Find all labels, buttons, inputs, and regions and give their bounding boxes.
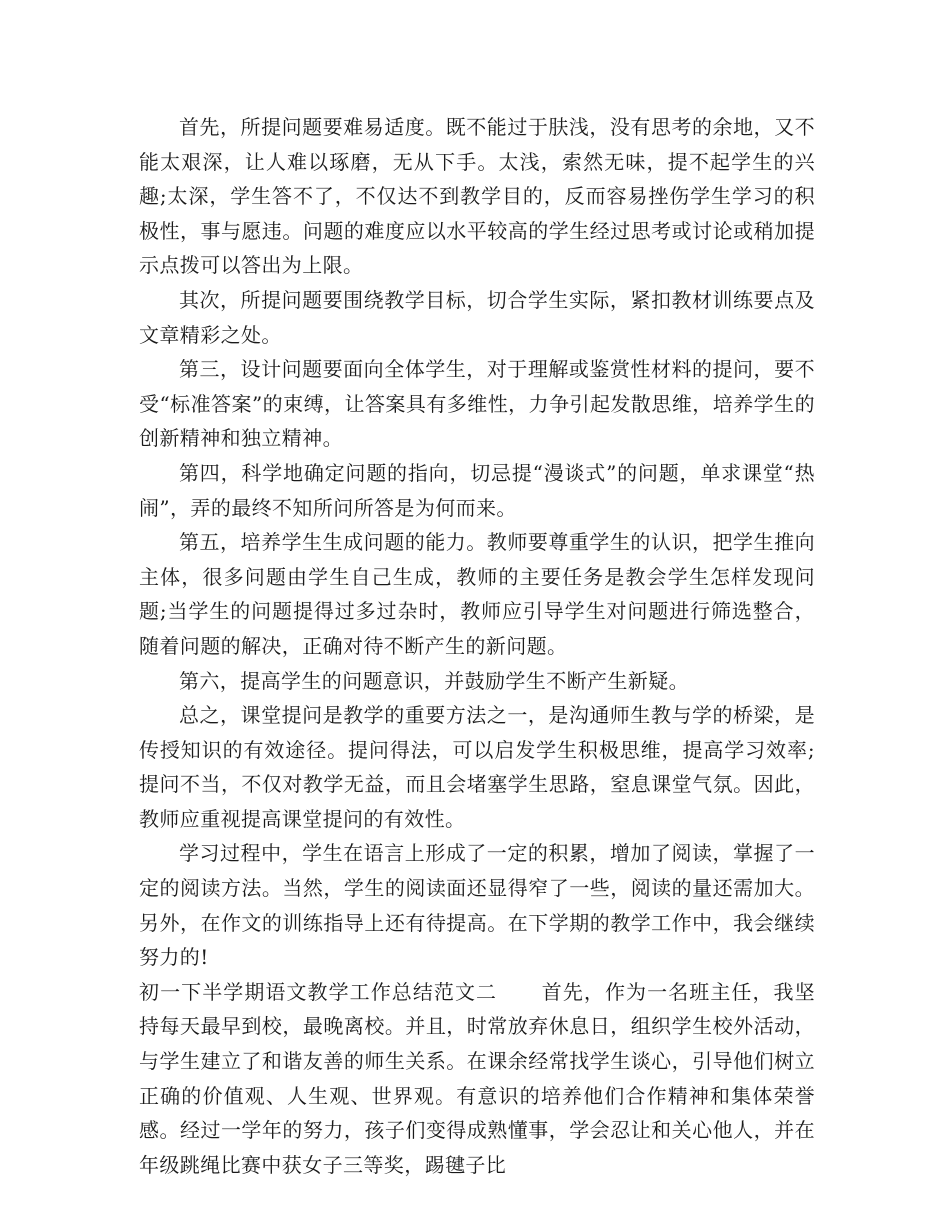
section-paragraph	[139, 975, 815, 1183]
paragraph-1: 首先，所提问题要难易适度。既不能过于肤浅，没有思考的余地，又不能太艰深，让人难以琢磨，无从下手。太浅，索然无味，提不起学生的兴趣;太深，学生答不了，不仅达不到教学目的，反而容易挫伤学生学习的积极性，事与愿违。问题的难度应以水平较高的学生经过思考或讨论或稍加提示点拨可以答出为上限。	[139, 115, 815, 278]
paragraph-5: 第五，培养学生生成问题的能力。教师要尊重学生的认识，把学生推向主体，很多问题由学生自己生成，教师的主要任务是教会学生怎样发现问题;当学生的问题提得过多过杂时，教师应引导学生对问题进行筛选整合，随着问题的解决，正确对待不断产生的新问题。	[139, 530, 815, 658]
paragraph-6: 第六，提高学生的问题意识，并鼓励学生不断产生新疑。	[179, 668, 689, 693]
section-body: 首先，作为一名班主任，我坚持每天最早到校，最晚离校。并且，时常放弃休息日，组织学生校外活动，与学生建立了和谐友善的师生关系。在课余经常找学生谈心，引导他们树立正确的价值观、人生观、世界观。有意识的培养他们合作精神和集体荣誉感。经过一学年的努力，孩子们变得成熟懂事，学会忍让和关心他人，并在年级跳绳比赛中获女子三等奖，踢毽子比	[139, 979, 815, 1177]
paragraph-7: 总之，课堂提问是教学的重要方法之一，是沟通师生教与学的桥梁，是传授知识的有效途径。提问得法，可以启发学生积极思维，提高学习效率;提问不当，不仅对教学无益，而且会堵塞学生思路，窒息课堂气氛。因此，教师应重视提高课堂提问的有效性。	[139, 703, 815, 831]
section-title: 初一下半学期语文教学工作总结范文二	[139, 979, 498, 1004]
paragraph-4: 第四，科学地确定问题的指向，切忌提“漫谈式”的问题，单求课堂“热闹”，弄的最终不知所问所答是为何而来。	[139, 460, 815, 520]
document-body	[139, 110, 815, 1182]
paragraph-8: 学习过程中，学生在语言上形成了一定的积累，增加了阅读，掌握了一定的阅读方法。当然，学生的阅读面还显得窄了一些，阅读的量还需加大。另外，在作文的训练指导上还有待提高。在下学期的教学工作中，我会继续努力的!	[139, 841, 815, 970]
paragraph-2: 其次，所提问题要围绕教学目标，切合学生实际，紧扣教材训练要点及文章精彩之处。	[139, 287, 815, 347]
paragraph-3: 第三，设计问题要面向全体学生，对于理解或鉴赏性材料的提问，要不受“标准答案”的束缚，让答案具有多维性，力争引起发散思维，培养学生的创新精神和独立精神。	[139, 357, 815, 451]
